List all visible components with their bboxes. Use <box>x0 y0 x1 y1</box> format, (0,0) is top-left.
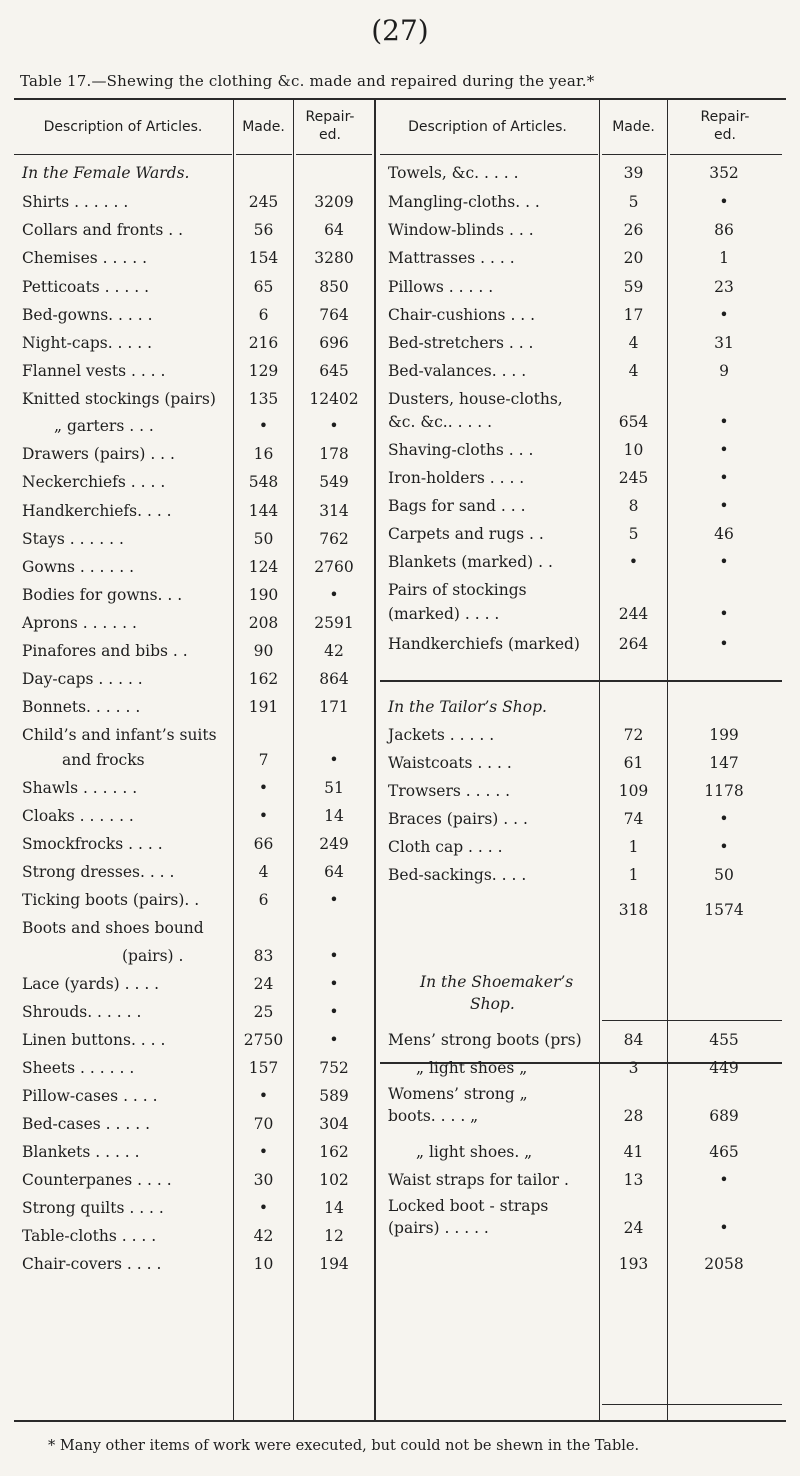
left-row-repaired: 314 <box>319 502 349 520</box>
left-row-repaired: 764 <box>319 306 349 324</box>
right-row-made: 5 <box>628 193 639 211</box>
section-heading-female-wards: In the Female Wards. <box>22 164 190 182</box>
left-row-made: • <box>258 1199 269 1217</box>
left-row-repaired: 762 <box>319 530 349 548</box>
tailor-row-made: 109 <box>618 782 649 800</box>
left-row-made: 4 <box>258 863 269 881</box>
tailor-row-repaired: 1178 <box>704 782 744 800</box>
left-row-made: 208 <box>248 614 279 632</box>
right-row-description: Bags for sand . . . <box>388 497 526 515</box>
left-row-description: Sheets . . . . . . <box>22 1059 135 1077</box>
shoemaker-row-description: (pairs) . . . . . <box>388 1219 489 1237</box>
left-row-made: 56 <box>253 221 274 239</box>
left-row-description: Blankets . . . . . <box>22 1143 140 1161</box>
left-row-made: 83 <box>253 947 274 965</box>
right-row-repaired: 352 <box>709 164 739 182</box>
tailor-row-repaired: • <box>719 838 729 856</box>
left-row-repaired: 696 <box>319 334 349 352</box>
left-row-description: Cloaks . . . . . . <box>22 807 134 825</box>
right-row-made: 264 <box>618 635 649 653</box>
shoemaker-row-description: Locked boot - straps <box>388 1197 549 1215</box>
left-row-made: 50 <box>253 530 274 548</box>
left-row-description: Chemises . . . . . <box>22 249 148 267</box>
shoemaker-row-repaired: 465 <box>709 1143 739 1161</box>
left-row-made: • <box>258 807 269 825</box>
tailor-row-made: 1 <box>628 866 639 884</box>
left-row-description: (pairs) . <box>122 947 184 965</box>
left-row-description: Flannel vests . . . . <box>22 362 166 380</box>
left-row-made: 42 <box>253 1227 274 1245</box>
left-row-repaired: 14 <box>324 1199 344 1217</box>
left-row-repaired: 589 <box>319 1087 349 1105</box>
right-row-made: 4 <box>628 334 639 352</box>
right-row-repaired: • <box>719 306 729 324</box>
shoemaker-row-made: 3 <box>628 1059 639 1077</box>
tailor-row-description: Braces (pairs) . . . <box>388 810 528 828</box>
left-row-description: Aprons . . . . . . <box>22 614 137 632</box>
left-row-made: 191 <box>248 698 279 716</box>
left-row-description: Knitted stockings (pairs) <box>22 390 216 408</box>
table-title: Table 17.—Shewing the clothing &c. made and repaired during the year.* <box>20 72 595 90</box>
right-header-description: Description of Articles. <box>408 119 567 135</box>
tailor-total-repaired: 1574 <box>704 901 744 919</box>
shoemaker-row-description: Waist straps for tailor . <box>388 1171 569 1189</box>
right-row-made: 8 <box>628 497 639 515</box>
right-row-repaired: • <box>719 193 729 211</box>
left-row-description: „ garters . . . <box>54 417 154 435</box>
left-row-description: Bed-gowns. . . . . <box>22 306 153 324</box>
right-row-description: Iron-holders . . . . <box>388 469 525 487</box>
shoemaker-row-repaired: • <box>719 1219 729 1237</box>
left-row-made: 16 <box>253 445 274 463</box>
right-row-repaired: 86 <box>714 221 734 239</box>
left-row-description: Lace (yards) . . . . <box>22 975 160 993</box>
tailor-row-repaired: 147 <box>709 754 739 772</box>
shoemaker-row-description: Mens’ strong boots (prs) <box>388 1031 582 1049</box>
left-row-made: 157 <box>248 1059 279 1077</box>
left-row-repaired: 194 <box>319 1255 349 1273</box>
left-row-repaired: 42 <box>324 642 344 660</box>
left-header-description: Description of Articles. <box>43 119 203 135</box>
shoemaker-total-repaired: 2058 <box>704 1255 744 1273</box>
tailor-row-description: Cloth cap . . . . <box>388 838 503 856</box>
left-row-description: Bonnets. . . . . . <box>22 698 141 716</box>
left-row-description: Night-caps. . . . . <box>22 334 153 352</box>
left-row-repaired: 64 <box>324 221 344 239</box>
left-row-repaired: 14 <box>324 807 344 825</box>
shoemaker-row-description: Womens’ strong „ <box>388 1085 528 1103</box>
shoemaker-row-made: 41 <box>623 1143 644 1161</box>
left-row-description: Bed-cases . . . . . <box>22 1115 150 1133</box>
right-row-description: Handkerchiefs (marked) <box>388 635 580 653</box>
right-row-repaired: • <box>719 605 729 623</box>
left-row-repaired: 3209 <box>314 193 354 211</box>
left-row-description: Bodies for gowns. . . <box>22 586 183 604</box>
right-row-repaired: • <box>719 441 729 459</box>
left-row-description: Neckerchiefs . . . . <box>22 473 166 491</box>
left-row-made: 548 <box>248 473 279 491</box>
left-row-repaired: 864 <box>319 670 349 688</box>
right-row-made: 59 <box>623 278 644 296</box>
left-row-description: and frocks <box>62 751 145 769</box>
shoemaker-row-repaired: 455 <box>709 1031 739 1049</box>
left-header-repaired: Repair-ed. <box>305 109 355 143</box>
section-heading-shoemaker-1: In the Shoemaker’s <box>420 973 574 991</box>
left-row-repaired: • <box>329 1003 339 1021</box>
left-row-repaired: 850 <box>319 278 349 296</box>
shoemaker-row-made: 13 <box>623 1171 644 1189</box>
right-row-made: 244 <box>618 605 649 623</box>
left-row-made: 129 <box>248 362 279 380</box>
page-number: (27) <box>371 14 429 47</box>
tailor-row-made: 72 <box>623 726 644 744</box>
left-header-made: Made. <box>242 119 285 135</box>
left-row-repaired: 752 <box>319 1059 349 1077</box>
tailor-row-description: Jackets . . . . . <box>388 726 495 744</box>
right-row-repaired: • <box>719 413 729 431</box>
left-row-description: Pillow-cases . . . . <box>22 1087 158 1105</box>
shoemaker-total-rule <box>602 1404 782 1405</box>
shoemaker-row-repaired: • <box>719 1171 729 1189</box>
left-row-repaired: • <box>329 891 339 909</box>
left-row-description: Chair-covers . . . . <box>22 1255 162 1273</box>
left-row-made: 70 <box>253 1115 274 1133</box>
right-row-description: (marked) . . . . <box>388 605 500 623</box>
right-section-rule-1 <box>380 680 782 682</box>
right-row-made: 17 <box>623 306 644 324</box>
left-row-made: 90 <box>253 642 274 660</box>
left-row-repaired: 12402 <box>309 390 359 408</box>
left-row-repaired: • <box>329 586 339 604</box>
left-row-repaired: • <box>329 751 339 769</box>
left-row-made: 25 <box>253 1003 274 1021</box>
left-row-made: • <box>258 1143 269 1161</box>
shoemaker-row-made: 24 <box>623 1219 644 1237</box>
left-row-made: 162 <box>248 670 279 688</box>
table-top-rule <box>14 98 786 100</box>
left-row-description: Stays . . . . . . <box>22 530 124 548</box>
left-row-made: • <box>258 417 269 435</box>
section-heading-tailor: In the Tailor’s Shop. <box>388 698 547 716</box>
left-row-made: 6 <box>258 306 269 324</box>
left-row-repaired: • <box>329 417 339 435</box>
left-header-rule-desc <box>14 154 232 155</box>
shoemaker-total-made: 193 <box>618 1255 649 1273</box>
tailor-row-description: Trowsers . . . . . <box>388 782 511 800</box>
shoemaker-row-description: „ light shoes „ <box>416 1059 528 1077</box>
right-row-made: 20 <box>623 249 644 267</box>
left-row-description: Ticking boots (pairs). . <box>22 891 200 909</box>
shoemaker-row-made: 84 <box>623 1031 644 1049</box>
left-row-repaired: 3280 <box>314 249 354 267</box>
right-row-repaired: • <box>719 497 729 515</box>
left-row-made: 7 <box>258 751 269 769</box>
right-header-repaired: Repair-ed. <box>700 109 750 143</box>
left-row-repaired: 64 <box>324 863 344 881</box>
tailor-row-description: Bed-sackings. . . . <box>388 866 527 884</box>
right-row-description: Bed-valances. . . . <box>388 362 527 380</box>
left-row-repaired: 2760 <box>314 558 354 576</box>
left-row-repaired: 645 <box>319 362 349 380</box>
left-row-description: Counterpanes . . . . <box>22 1171 172 1189</box>
left-row-made: 190 <box>248 586 279 604</box>
tailor-row-repaired: 50 <box>714 866 734 884</box>
right-row-repaired: 1 <box>719 249 729 267</box>
tailor-row-made: 1 <box>628 838 639 856</box>
right-row-repaired: 46 <box>714 525 734 543</box>
left-row-description: Pinafores and bibs . . <box>22 642 188 660</box>
left-row-repaired: 2591 <box>314 614 354 632</box>
left-row-made: 2750 <box>243 1031 284 1049</box>
left-row-description: Handkerchiefs. . . . <box>22 502 172 520</box>
right-row-description: Shaving-cloths . . . <box>388 441 534 459</box>
right-row-description: Mattrasses . . . . <box>388 249 515 267</box>
left-row-made: 245 <box>248 193 279 211</box>
left-row-description: Gowns . . . . . . <box>22 558 135 576</box>
right-row-description: Chair-cushions . . . <box>388 306 536 324</box>
left-row-description: Shirts . . . . . . <box>22 193 129 211</box>
left-row-repaired: • <box>329 975 339 993</box>
left-row-description: Linen buttons. . . . <box>22 1031 166 1049</box>
tailor-row-description: Waistcoats . . . . <box>388 754 512 772</box>
left-row-made: 66 <box>253 835 274 853</box>
right-row-repaired: 9 <box>719 362 729 380</box>
left-row-repaired: 12 <box>324 1227 344 1245</box>
shoemaker-row-repaired: 689 <box>709 1107 739 1125</box>
right-row-repaired: • <box>719 635 729 653</box>
right-row-made: 10 <box>623 441 644 459</box>
right-row-made: 654 <box>618 413 649 431</box>
left-row-repaired: 162 <box>319 1143 349 1161</box>
tailor-total-made: 318 <box>618 901 649 919</box>
left-row-description: Strong quilts . . . . <box>22 1199 164 1217</box>
right-row-description: Window-blinds . . . <box>388 221 534 239</box>
left-row-made: • <box>258 1087 269 1105</box>
right-row-made: 5 <box>628 525 639 543</box>
left-row-made: 10 <box>253 1255 274 1273</box>
left-row-repaired: 304 <box>319 1115 349 1133</box>
right-row-description: &c. &c.. . . . . <box>388 413 493 431</box>
left-row-description: Boots and shoes bound <box>22 919 204 937</box>
left-row-made: 65 <box>253 278 274 296</box>
left-row-description: Shawls . . . . . . <box>22 779 138 797</box>
left-row-description: Collars and fronts . . <box>22 221 184 239</box>
left-row-description: Petticoats . . . . . <box>22 278 150 296</box>
left-row-repaired: 102 <box>319 1171 349 1189</box>
left-row-made: 124 <box>248 558 279 576</box>
left-row-made: 24 <box>253 975 274 993</box>
left-row-made: 135 <box>248 390 279 408</box>
right-row-repaired: • <box>719 469 729 487</box>
shoemaker-row-made: 28 <box>623 1107 644 1125</box>
right-row-description: Carpets and rugs . . <box>388 525 544 543</box>
left-row-description: Shrouds. . . . . . <box>22 1003 142 1021</box>
left-header-rule-rep <box>296 154 372 155</box>
right-row-made: 26 <box>623 221 644 239</box>
left-row-made: • <box>258 779 269 797</box>
shoemaker-row-repaired: 449 <box>709 1059 739 1077</box>
shoemaker-row-description: „ light shoes. „ <box>416 1143 533 1161</box>
right-row-description: Pillows . . . . . <box>388 278 494 296</box>
right-row-made: • <box>628 553 639 571</box>
left-row-repaired: • <box>329 1031 339 1049</box>
right-row-description: Dusters, house-cloths, <box>388 390 563 408</box>
left-row-description: Smockfrocks . . . . <box>22 835 163 853</box>
right-row-repaired: 23 <box>714 278 734 296</box>
right-row-made: 39 <box>623 164 644 182</box>
left-row-repaired: 549 <box>319 473 349 491</box>
tailor-total-rule <box>602 1020 782 1021</box>
right-row-made: 245 <box>618 469 649 487</box>
left-row-made: 154 <box>248 249 279 267</box>
right-header-rule-made <box>602 154 666 155</box>
left-row-made: 30 <box>253 1171 274 1189</box>
right-row-description: Pairs of stockings <box>388 581 527 599</box>
right-header-rule-rep <box>670 154 782 155</box>
right-row-description: Mangling-cloths. . . <box>388 193 540 211</box>
right-header-rule-desc <box>380 154 598 155</box>
tailor-row-repaired: • <box>719 810 729 828</box>
left-row-description: Strong dresses. . . . <box>22 863 175 881</box>
tailor-row-made: 74 <box>623 810 644 828</box>
right-row-description: Bed-stretchers . . . <box>388 334 534 352</box>
left-row-repaired: 249 <box>319 835 349 853</box>
col-divider-3 <box>374 100 376 1420</box>
left-row-repaired: 171 <box>319 698 349 716</box>
section-heading-shoemaker-2: Shop. <box>470 995 515 1013</box>
right-row-description: Towels, &c. . . . . <box>388 164 519 182</box>
tailor-row-made: 61 <box>623 754 644 772</box>
left-row-made: 216 <box>248 334 279 352</box>
left-row-description: Day-caps . . . . . <box>22 670 143 688</box>
left-row-repaired: 178 <box>319 445 349 463</box>
tailor-row-repaired: 199 <box>709 726 739 744</box>
left-row-made: 144 <box>248 502 279 520</box>
table-bottom-rule <box>14 1420 786 1422</box>
footnote: * Many other items of work were executed, but could not be shewn in the Table. <box>48 1438 640 1454</box>
left-header-rule-made <box>236 154 292 155</box>
left-row-repaired: 51 <box>324 779 344 797</box>
left-row-made: 6 <box>258 891 269 909</box>
shoemaker-row-description: boots. . . . „ <box>388 1107 479 1125</box>
right-row-made: 4 <box>628 362 639 380</box>
right-row-repaired: 31 <box>714 334 734 352</box>
left-row-description: Child’s and infant’s suits <box>22 726 217 744</box>
left-row-description: Table-cloths . . . . <box>22 1227 157 1245</box>
right-header-made: Made. <box>612 119 655 135</box>
right-row-description: Blankets (marked) . . <box>388 553 553 571</box>
left-row-description: Drawers (pairs) . . . <box>22 445 175 463</box>
left-row-repaired: • <box>329 947 339 965</box>
right-row-repaired: • <box>719 553 729 571</box>
